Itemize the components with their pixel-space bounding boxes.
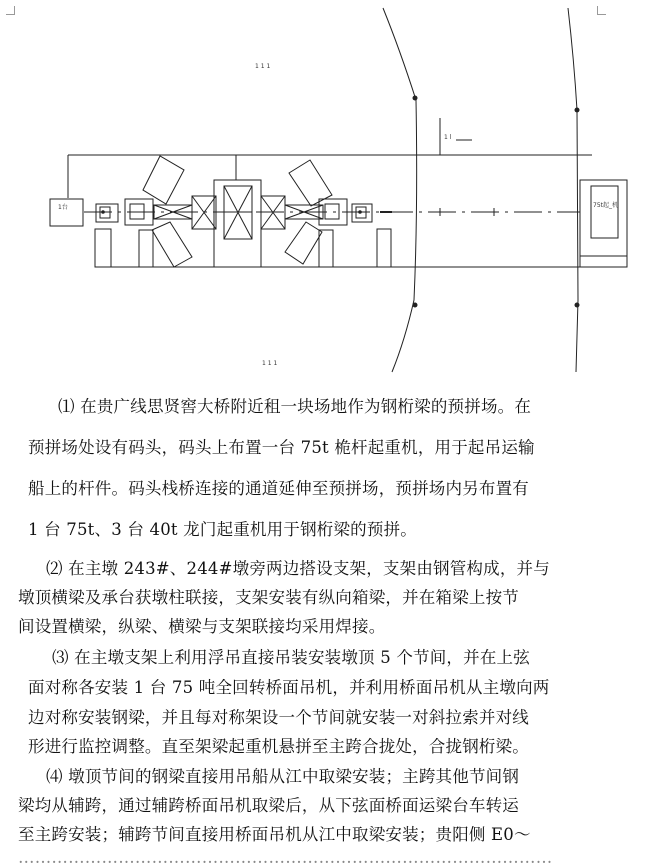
paragraph-line: 梁均从辅跨，通过辅跨桥面吊机取梁后，从下弦面桥面运梁台车转运 (18, 796, 519, 815)
site-layout-drawing (0, 0, 654, 376)
paragraph-line: ⑶ 在主墩支架上利用浮吊直接吊装安装墩顶 5 个节间，并在上弦 (52, 648, 530, 667)
paragraph-line: 墩顶横梁及承台获墩柱联接，支架安装有纵向箱梁，并在箱梁上按节 (18, 588, 519, 607)
paragraph-line: 预拼场处设有码头，码头上布置一台 75t 桅杆起重机，用于起吊运输 (28, 438, 535, 457)
paragraph-line: 边对称安装钢梁，并且每对称架设一个节间就安装一对斜拉索并对线 (28, 708, 529, 727)
paragraph-line: ⑷ 墩顶节间的钢梁直接用吊船从江中取梁安装；主跨其他节间钢 (46, 767, 520, 786)
barge-outline (285, 222, 322, 264)
paragraph-line: 1 台 75t、3 台 40t 龙门起重机用于钢桁梁的预拼。 (28, 520, 417, 539)
paragraph-line: 间设置横梁，纵梁、横梁与支架联接均采用焊接。 (18, 617, 386, 636)
paragraph-line: 形进行监控调整。直至架梁起重机悬拼至主跨合拢处，合拢钢桁梁。 (28, 737, 529, 756)
barge-outline (143, 156, 184, 204)
paragraph-line: ⑵ 在主墩 243#、244#墩旁两边搭设支架，支架由钢管构成，并与 (46, 559, 550, 578)
river-bank-line (383, 8, 417, 372)
left-box-label: 1台 (58, 204, 68, 211)
paragraph-line: ⑴ 在贵广线思贤窖大桥附近租一块场地作为钢桁梁的预拼场。在 (58, 397, 532, 416)
paragraph-line-cutoff: …………………………………………………………………………………… (18, 848, 553, 867)
river-bank-line (568, 8, 578, 372)
paragraph-line: 船上的杆件。码头栈桥连接的通道延伸至预拼场，预拼场内另布置有 (28, 479, 529, 498)
barge-outline (152, 222, 192, 267)
drawing-label-mid: 1 l (444, 134, 452, 141)
center-gantry-frame (214, 180, 261, 267)
right-box-label: 75t起_机 (593, 202, 618, 209)
paragraph-line: 至主跨安装；辅跨节间直接用桥面吊机从江中取梁安装；贵阳侧 E0～ (18, 825, 531, 844)
drawing-label-top: 1 1 1 (255, 63, 271, 70)
paragraph-line: 面对称各安装 1 台 75 吨全回转桥面吊机，并利用桥面吊机从主墩向两 (28, 678, 550, 697)
drawing-label-bottom: 1 1 1 (262, 360, 278, 367)
right-crane-frame (580, 180, 627, 267)
